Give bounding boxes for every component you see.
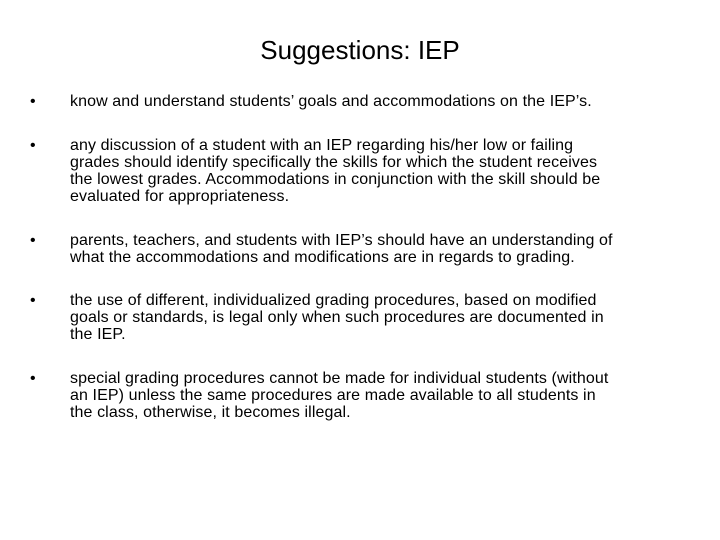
bullet-line: any discussion of a student with an IEP regarding his/her low or failing <box>70 137 574 154</box>
bullet-line: parents, teachers, and students with IEP’s should have an understanding of <box>70 232 613 249</box>
bullet-text <box>70 292 686 343</box>
bullet-dot: • <box>30 93 36 110</box>
bullet-dot: • <box>30 232 36 249</box>
bullet-line: the IEP. <box>70 326 126 343</box>
bullet-line: grades should identify specifically the skills for which the student receives <box>70 154 598 171</box>
bullet-line: know and understand students’ goals and accommodations on the IEP’s. <box>70 93 592 110</box>
bullet-line: an IEP) unless the same procedures are made available to all students in <box>70 387 596 404</box>
bullet-text <box>70 370 686 421</box>
bullet-text <box>70 93 686 110</box>
bullet-line: the use of different, individualized grading procedures, based on modified <box>70 292 597 309</box>
bullet-line: evaluated for appropriateness. <box>70 188 290 205</box>
bullet-line: special grading procedures cannot be made for individual students (without <box>70 370 609 387</box>
bullet-dot: • <box>30 370 36 387</box>
bullet-dot: • <box>30 292 36 309</box>
bullet-line: what the accommodations and modifications are in regards to grading. <box>70 249 575 266</box>
bullet-line: the class, otherwise, it becomes illegal. <box>70 404 351 421</box>
bullet-text <box>70 232 686 266</box>
bullet-line: goals or standards, is legal only when such procedures are documented in <box>70 309 604 326</box>
bullet-text <box>70 137 686 205</box>
bullet-dot: • <box>30 137 36 154</box>
bullet-line: the lowest grades. Accommodations in conjunction with the skill should be <box>70 171 601 188</box>
slide-title: Suggestions: IEP <box>260 35 460 65</box>
